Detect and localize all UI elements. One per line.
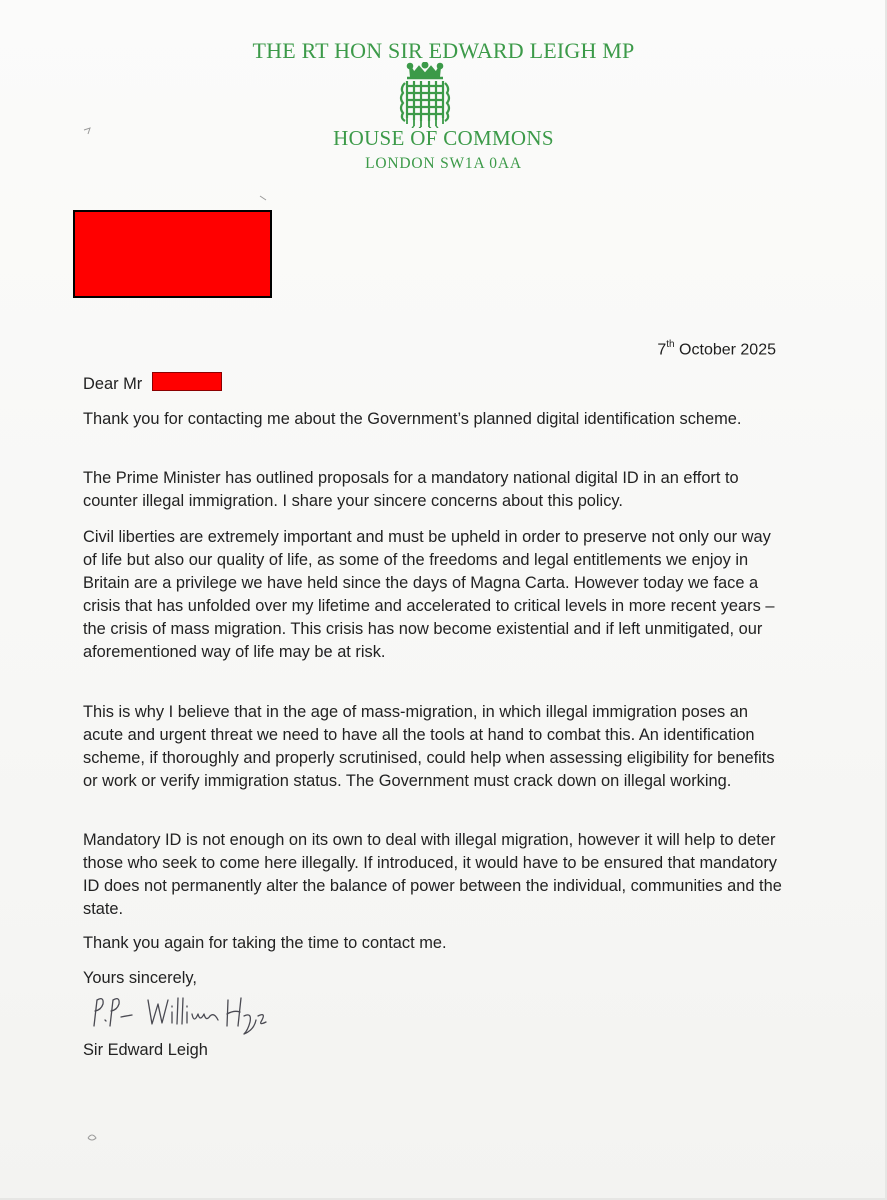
paragraph-4: This is why I believe that in the age of mass-migration, in which illegal immigration poses an acute and urgent threat we need to have all the tools at hand to combat this. An identification scheme, if thoroughly and properly scrutinised, could help when assessing eligibility for benefits or work or verify immigration status. The Government must crack down on illegal working.	[83, 703, 775, 790]
salutation: Dear Mr	[83, 375, 143, 393]
paragraph-2: The Prime Minister has outlined proposals for a mandatory national digital ID in an effort to counter illegal immigration. I share your sincere concerns about this policy.	[83, 469, 739, 510]
date-day: 7	[657, 341, 667, 359]
letterhead-house: HOUSE OF COMMONS	[333, 126, 554, 150]
portcullis-icon	[394, 62, 456, 128]
letter-date	[657, 340, 776, 359]
paragraph-1: Thank you for contacting me about the Government’s planned digital identification scheme.	[83, 410, 742, 428]
paragraph-3: Civil liberties are extremely important and must be upheld in order to preserve not only our way of life but also our quality of life, as some of the freedoms and legal entitlements we enjoy in Britain are a privilege we have held since the days of Magna Carta. However today we face a crisis that has unfolded over my lifetime and accelerated to critical levels in more recent years – the crisis of mass migration. This crisis has now become existential and if left unmitigated, our aforementioned way of life may be at risk.	[83, 528, 775, 661]
date-month-year: October 2025	[679, 341, 776, 359]
redacted-recipient-name	[152, 372, 222, 391]
date-suffix: th	[666, 339, 675, 350]
paragraph-5: Mandatory ID is not enough on its own to deal with illegal migration, however it will help to deter those who seek to come here illegally. If introduced, it would have to be ensured that mandatory ID does not permanently alter the balance of power between the individual, communities and the state.	[83, 831, 782, 918]
signoff-name: Sir Edward Leigh	[83, 1041, 208, 1059]
redacted-address-block	[73, 210, 272, 298]
letterhead-name: THE RT HON SIR EDWARD LEIGH MP	[252, 38, 635, 63]
closing: Yours sincerely,	[83, 969, 197, 987]
letterhead-address: LONDON SW1A 0AA	[365, 155, 522, 172]
handwritten-signature	[86, 990, 276, 1040]
paragraph-6: Thank you again for taking the time to contact me.	[83, 934, 447, 952]
